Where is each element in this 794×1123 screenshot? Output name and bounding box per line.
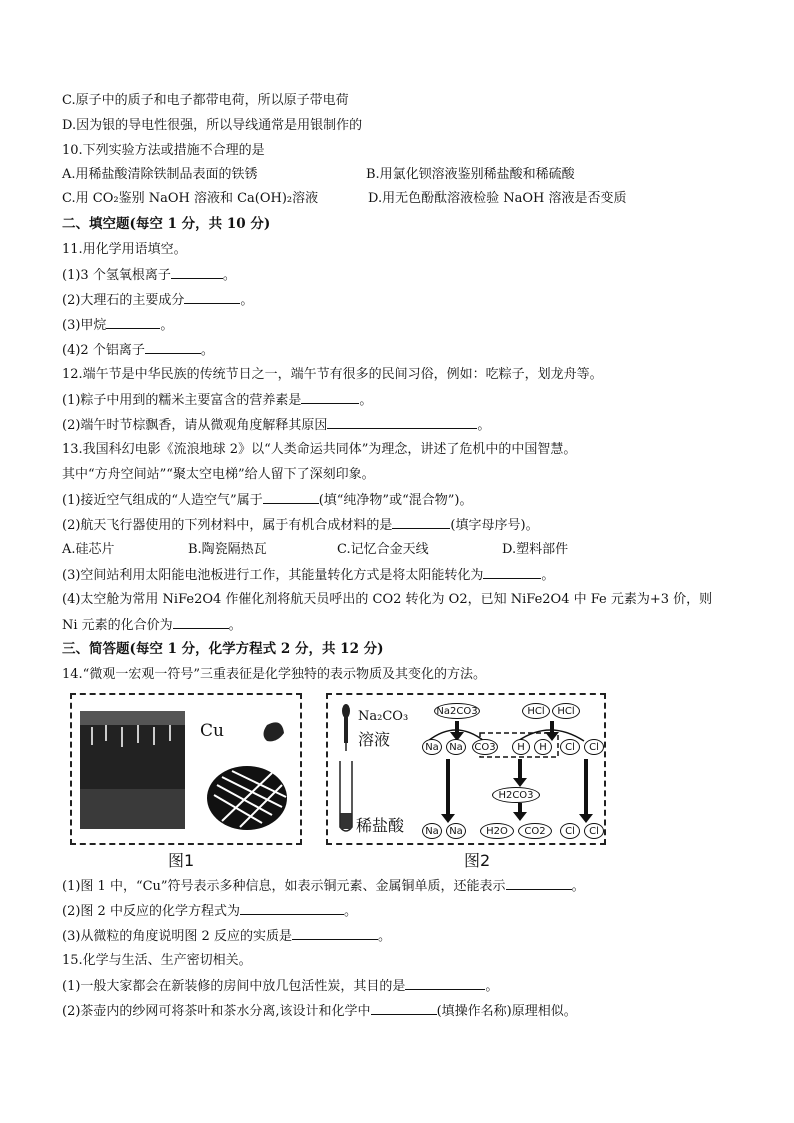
q10-option-c: C.用 CO₂鉴别 NaOH 溶液和 Ca(OH)₂溶液 bbox=[62, 191, 319, 206]
arrow-down-icon bbox=[446, 759, 450, 815]
q10-option-a: A.用稀盐酸清除铁制品表面的铁锈 bbox=[62, 167, 258, 182]
ion-co3: CO3 bbox=[472, 739, 498, 755]
molecule-h2o: H2O bbox=[480, 823, 514, 839]
q13-part-4-line-1: (4)太空舱为常用 NiFe2O4 作催化剂将航天员呼出的 CO2 转化为 O2，已知 NiFe2O4 中 Fe 元素为+3 价，则 bbox=[62, 592, 713, 607]
q12-stem: 12.端午节是中华民族的传统节日之一，端午节有很多的民间习俗，例如：吃粽子，划龙舟等。 bbox=[62, 367, 603, 382]
q11-part-4: (4)2 个铝离子 。 bbox=[62, 343, 214, 358]
answer-blank[interactable] bbox=[184, 291, 240, 304]
q11-part-2: (2)大理石的主要成分 。 bbox=[62, 293, 254, 308]
reagent-label: Na₂CO₃ bbox=[358, 709, 409, 724]
figure-1-cu-label: Cu bbox=[200, 721, 224, 741]
molecule-na2co3: Na2CO3 bbox=[434, 703, 480, 719]
q13-stem-line-2: 其中“方舟空间站”“聚太空电梯”给人留下了深刻印象。 bbox=[62, 467, 375, 482]
molecule-hcl: HCl bbox=[552, 703, 580, 719]
molecule-co2: CO2 bbox=[518, 823, 552, 839]
answer-blank[interactable] bbox=[145, 341, 201, 354]
ion-h: H bbox=[534, 739, 552, 755]
q11-part-1: (1)3 个氢氧根离子 。 bbox=[62, 268, 236, 283]
acid-label: 稀盐酸 bbox=[356, 816, 405, 835]
ion-cl: Cl bbox=[584, 739, 604, 755]
figure-1-image bbox=[72, 695, 300, 843]
ion-cl: Cl bbox=[560, 823, 580, 839]
ion-cl: Cl bbox=[560, 739, 580, 755]
answer-blank[interactable] bbox=[483, 566, 541, 579]
q12-part-2: (2)端午时节棕飘香，请从微观角度解释其原因 。 bbox=[62, 418, 491, 433]
molecule-hcl: HCl bbox=[522, 703, 550, 719]
q10-stem: 10.下列实验方法或措施不合理的是 bbox=[62, 143, 265, 158]
q13-part-3: (3)空间站利用太阳能电池板进行工作，其能量转化方式是将太阳能转化为 。 bbox=[62, 568, 555, 583]
q9-option-c: C.原子中的质子和电子都带电荷，所以原子带电荷 bbox=[62, 93, 349, 108]
arrow-down-icon bbox=[518, 803, 522, 813]
figure-1-caption: 图1 bbox=[168, 851, 195, 870]
answer-blank[interactable] bbox=[506, 877, 572, 890]
q10-option-d: D.用无色酚酞溶液检验 NaOH 溶液是否变质 bbox=[368, 191, 627, 206]
molecule-h2co3: H2CO3 bbox=[492, 787, 540, 803]
answer-blank[interactable] bbox=[371, 1002, 437, 1015]
q15-part-1: (1)一般大家都会在新装修的房间中放几包活性炭，其目的是 。 bbox=[62, 979, 499, 994]
q12-part-1: (1)粽子中用到的糯米主要富含的营养素是 。 bbox=[62, 393, 373, 408]
ion-cl: Cl bbox=[584, 823, 604, 839]
q13-option-d: D.塑料部件 bbox=[502, 542, 569, 557]
q10-option-b: B.用氯化钡溶液鉴别稀盐酸和稀硫酸 bbox=[366, 167, 575, 182]
figure-2-frame bbox=[326, 693, 606, 845]
ion-h: H bbox=[512, 739, 530, 755]
reagent-label-solution: 溶液 bbox=[358, 730, 391, 749]
q13-option-a: A.硅芯片 bbox=[62, 542, 115, 557]
answer-blank[interactable] bbox=[106, 316, 160, 329]
answer-blank[interactable] bbox=[392, 516, 450, 529]
figure-2-caption: 图2 bbox=[464, 851, 491, 870]
ion-na: Na bbox=[422, 739, 442, 755]
figure-1-frame bbox=[70, 693, 302, 845]
answer-blank[interactable] bbox=[263, 491, 319, 504]
answer-blank[interactable] bbox=[327, 416, 477, 429]
q15-stem: 15.化学与生活、生产密切相关。 bbox=[62, 953, 252, 968]
section-3-heading: 三、简答题(每空 1 分，化学方程式 2 分，共 12 分) bbox=[62, 641, 384, 657]
q14-part-1: (1)图 1 中，“Cu”符号表示多种信息，如表示铜元素、金属铜单质，还能表示 。 bbox=[62, 879, 585, 894]
q14-part-3: (3)从微粒的角度说明图 2 反应的实质是 。 bbox=[62, 929, 391, 944]
q9-option-d: D.因为银的导电性很强，所以导线通常是用银制作的 bbox=[62, 118, 363, 133]
ion-na: Na bbox=[446, 823, 466, 839]
reaction-connectors bbox=[328, 695, 608, 843]
q13-part-4-line-2: Ni 元素的化合价为 。 bbox=[62, 618, 242, 633]
answer-blank[interactable] bbox=[405, 977, 485, 990]
q15-part-2: (2)茶壶内的纱网可将茶叶和茶水分离,该设计和化学中 (填操作名称)原理相似。 bbox=[62, 1004, 577, 1019]
q13-part-1: (1)接近空气组成的“人造空气”属于 (填“纯净物”或“混合物”)。 bbox=[62, 493, 473, 508]
answer-blank[interactable] bbox=[240, 902, 344, 915]
q11-part-3: (3)甲烷 。 bbox=[62, 318, 174, 333]
q14-stem: 14.“微观一宏观一符号”三重表征是化学独特的表示物质及其变化的方法。 bbox=[62, 667, 486, 682]
arrow-down-icon bbox=[584, 759, 588, 815]
arrow-down-icon bbox=[518, 759, 522, 779]
q11-stem: 11.用化学用语填空。 bbox=[62, 242, 187, 257]
ion-na: Na bbox=[446, 739, 466, 755]
q13-part-2: (2)航天飞行器使用的下列材料中，属于有机合成材料的是 (填字母序号)。 bbox=[62, 518, 539, 533]
q13-stem-line-1: 13.我国科幻电影《流浪地球 2》以“人类命运共同体”为理念，讲述了危机中的中国智慧。 bbox=[62, 442, 577, 457]
answer-blank[interactable] bbox=[292, 927, 378, 940]
arrow-down-icon bbox=[550, 721, 554, 733]
answer-blank[interactable] bbox=[173, 616, 229, 629]
arrow-down-icon bbox=[455, 721, 459, 733]
q14-part-2: (2)图 2 中反应的化学方程式为 。 bbox=[62, 904, 357, 919]
q13-option-b: B.陶瓷隔热瓦 bbox=[188, 542, 267, 557]
answer-blank[interactable] bbox=[171, 266, 223, 279]
section-2-heading: 二、填空题(每空 1 分，共 10 分) bbox=[62, 216, 271, 232]
q13-option-c: C.记忆合金天线 bbox=[337, 542, 429, 557]
ion-na: Na bbox=[422, 823, 442, 839]
answer-blank[interactable] bbox=[301, 391, 359, 404]
